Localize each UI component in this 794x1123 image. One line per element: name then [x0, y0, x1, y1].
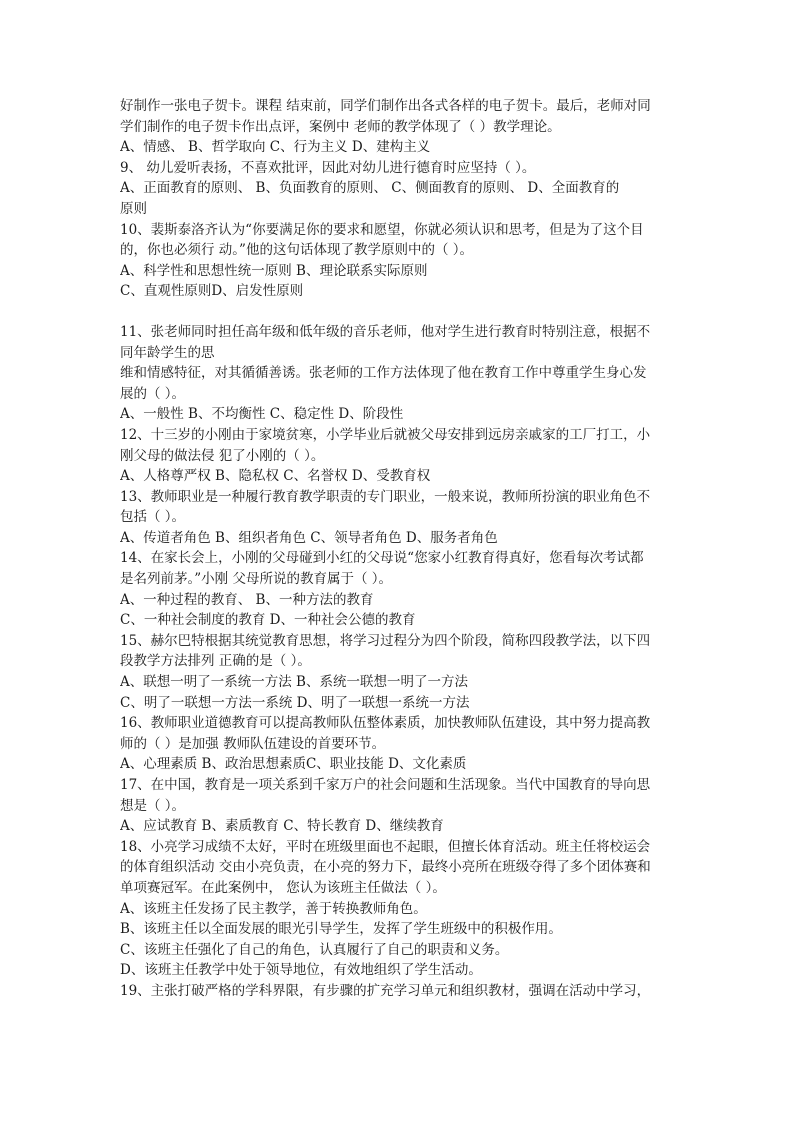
text-line: A、心理素质 B、政治思想素质C、职业技能 D、文化素质	[120, 756, 467, 773]
text-line: 13、教师职业是一种履行教育教学职责的专门职业，一般来说，教师所扮演的职业角色不	[120, 488, 651, 505]
text-line: 的，你也必须行 动。”他的这句话体现了教学原则中的（ ）。	[120, 242, 473, 259]
text-line: 刚父母的做法侵 犯了小刚的（ ）。	[120, 447, 325, 464]
text-line: A、情感、 B、哲学取向 C、行为主义 D、建构主义	[120, 139, 431, 156]
text-line: C、明了一联想一方法一系统 D、明了一联想一系统一方法	[120, 694, 470, 711]
text-line: 15、赫尔巴特根据其统觉教育思想，将学习过程分为四个阶段，简称四段教学法，以下四	[120, 632, 651, 649]
text-line: C、直观性原则D、启发性原则	[120, 283, 304, 300]
text-line: A、人格尊严权 B、隐私权 C、名誉权 D、受教育权	[120, 468, 431, 485]
text-line: 好制作一张电子贺卡。课程 结束前，同学们制作出各式各样的电子贺卡。最后，老师对同	[120, 98, 651, 114]
text-line: 想是（ ）。	[120, 797, 186, 814]
text-line: A、一种过程的教育、 B、一种方法的教育	[120, 591, 374, 608]
text-line: C、该班主任强化了自己的角色，认真履行了自己的职责和义务。	[120, 941, 509, 958]
text-line: A、正面教育的原则、 B、负面教育的原则、 C、侧面教育的原则、 D、全面教育的	[120, 180, 620, 197]
text-line	[120, 302, 680, 322]
text-line: 同年龄学生的思	[120, 344, 215, 361]
text-line: 17、在中国，教育是一项关系到千家万户的社会问题和生活现象。当代中国教育的导向思	[120, 777, 651, 793]
document-page	[120, 96, 680, 1002]
text-line: 16、教师职业道德教育可以提高教师队伍整体素质，加快教师队伍建设，其中努力提高教	[120, 715, 651, 732]
text-line: 包括（ ）。	[120, 509, 186, 526]
text-line: C、一种社会制度的教育 D、一种社会公德的教育	[120, 612, 416, 629]
text-line: 原则	[120, 200, 147, 217]
text-line: 10、裴斯泰洛齐认为“你要满足你的要求和愿望，你就必须认识和思考，但是为了这个目	[120, 221, 644, 238]
text-line: 师的（ ）是加强 教师队伍建设的首要环节。	[120, 735, 386, 752]
text-line: 段教学方法排列 正确的是（ ）。	[120, 653, 311, 670]
text-line: 是名列前茅。”小刚 父母所说的教育属于（ ）。	[120, 571, 392, 588]
text-line: A、联想一明了一系统一方法 B、系统一联想一明了一方法	[120, 674, 468, 691]
text-line: 的体育组织活动 交由小亮负责，在小亮的努力下，最终小亮所在班级夺得了多个团体赛和	[120, 859, 651, 876]
text-line: A、该班主任发扬了民主教学，善于转换教师角色。	[120, 900, 427, 917]
text-line: 维和情感特征，对其循循善诱。张老师的工作方法体现了他在教育工作中尊重学生身心发	[120, 365, 647, 382]
text-line: A、一般性 B、不均衡性 C、稳定性 D、阶段性	[120, 406, 404, 423]
text-line: 展的（ ）。	[120, 385, 186, 402]
text-line: B、该班主任以全面发展的眼光引导学生，发挥了学生班级中的积极作用。	[120, 921, 562, 938]
text-line: 学们制作的电子贺卡作出点评，案例中 老师的教学体现了（ ）教学理论。	[120, 118, 561, 135]
text-line: 11、张老师同时担任高年级和低年级的音乐老师，他对学生进行教育时特别注意，根据不	[120, 323, 651, 340]
text-line: A、传道者角色 B、组织者角色 C、领导者角色 D、服务者角色	[120, 529, 498, 546]
text-line: D、该班主任教学中处于领导地位，有效地组织了学生活动。	[120, 962, 482, 979]
text-line: 单项赛冠军。在此案例中， 您认为该班主任做法（ ）。	[120, 879, 446, 896]
text-line: 18、小亮学习成绩不太好，平时在班级里面也不起眼，但擅长体育活动。班主任将校运会	[120, 838, 651, 855]
text-line: 12、十三岁的小刚由于家境贫寒，小学毕业后就被父母安排到远房亲戚家的工厂打工，小	[120, 426, 651, 443]
text-line: A、科学性和思想性统一原则 B、理论联系实际原则	[120, 262, 428, 279]
text-line: 9、 幼儿爱听表扬，不喜欢批评，因此对幼儿进行德育时应坚持（ ）。	[120, 159, 536, 176]
text-line: 19、主张打破严格的学科界限，有步骤的扩充学习单元和组织教材，强调在活动中学习，	[120, 982, 651, 999]
text-line: 14、在家长会上，小刚的父母碰到小红的父母说“您家小红教育得真好，您看每次考试都	[120, 550, 644, 567]
text-line: A、应试教育 B、素质教育 C、特长教育 D、继续教育	[120, 818, 444, 835]
